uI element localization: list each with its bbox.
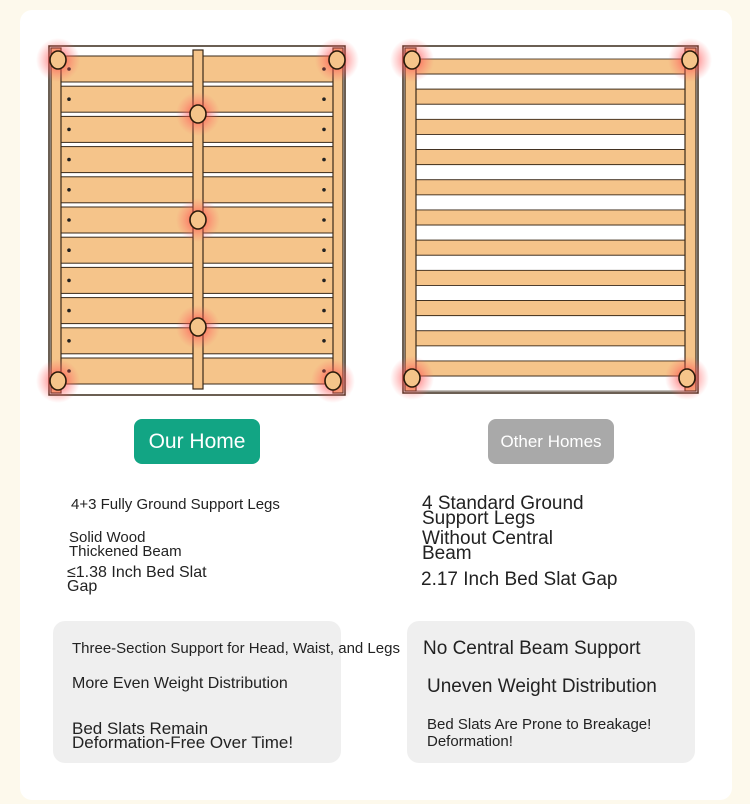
slat	[203, 56, 333, 82]
screw-dot	[322, 309, 326, 313]
slat	[416, 361, 685, 376]
slat	[416, 286, 685, 301]
slat	[61, 298, 193, 324]
slat	[416, 119, 685, 134]
feature-no-central: Without Central	[422, 528, 553, 549]
feature-no-central-cont: Beam	[422, 543, 472, 564]
support-leg	[329, 51, 345, 69]
support-leg	[190, 105, 206, 123]
drawback-uneven-weight: Uneven Weight Distribution	[427, 676, 657, 697]
slat	[416, 135, 685, 150]
screw-dot	[67, 188, 71, 192]
feature-thickened-beam: Thickened Beam	[69, 543, 182, 560]
feature-slat-gap-other: 2.17 Inch Bed Slat Gap	[421, 569, 618, 590]
slat	[203, 86, 333, 112]
slat	[416, 331, 685, 346]
slat	[416, 195, 685, 210]
slat	[203, 267, 333, 293]
support-leg	[404, 51, 420, 69]
feature-slat-gap: ≤1.38 Inch Bed Slat	[67, 564, 207, 581]
screw-dot	[67, 248, 71, 252]
slat	[416, 240, 685, 255]
screw-dot	[67, 279, 71, 283]
support-leg	[325, 372, 341, 390]
screw-dot	[322, 188, 326, 192]
slat	[203, 237, 333, 263]
feature-standard-legs: 4 Standard Ground	[422, 493, 584, 514]
support-leg	[404, 369, 420, 387]
slat	[416, 376, 685, 391]
slat	[416, 346, 685, 361]
support-leg	[679, 369, 695, 387]
slat	[203, 147, 333, 173]
benefit-deformation-free: Deformation-Free Over Time!	[72, 733, 294, 752]
slat	[203, 116, 333, 142]
slat	[416, 74, 685, 89]
slat	[61, 358, 193, 384]
feature-support-legs: 4+3 Fully Ground Support Legs	[71, 496, 280, 513]
screw-dot	[322, 128, 326, 132]
slat	[61, 207, 193, 233]
slat	[416, 89, 685, 104]
slat	[416, 104, 685, 119]
slat	[416, 59, 685, 74]
support-leg	[682, 51, 698, 69]
slat	[203, 328, 333, 354]
drawback-slat-breakage: Bed Slats Are Prone to Breakage!	[427, 716, 652, 733]
slat	[203, 207, 333, 233]
slat	[61, 267, 193, 293]
screw-dot	[67, 128, 71, 132]
benefit-three-section: Three-Section Support for Head, Waist, and Legs	[72, 640, 400, 657]
feature-slat-gap-cont: Gap	[67, 578, 98, 595]
slat	[203, 177, 333, 203]
feature-solid-wood: Solid Wood	[69, 529, 146, 546]
benefit-even-weight: More Even Weight Distribution	[72, 675, 288, 692]
other-homes-button[interactable]: Other Homes	[488, 419, 614, 464]
slat	[416, 316, 685, 331]
screw-dot	[322, 279, 326, 283]
benefit-slats-remain: Bed Slats Remain	[72, 719, 209, 738]
our-home-button[interactable]: Our Home	[134, 419, 260, 464]
support-leg	[190, 211, 206, 229]
screw-dot	[322, 218, 326, 222]
slat	[61, 177, 193, 203]
slat	[416, 255, 685, 270]
slat	[61, 116, 193, 142]
screw-dot	[322, 339, 326, 343]
slat	[416, 180, 685, 195]
support-leg	[190, 318, 206, 336]
screw-dot	[322, 97, 326, 101]
slat	[416, 301, 685, 316]
support-leg	[50, 51, 66, 69]
drawback-no-central-beam: No Central Beam Support	[423, 638, 641, 659]
slat	[61, 237, 193, 263]
slat	[203, 298, 333, 324]
slat	[61, 56, 193, 82]
support-leg	[50, 372, 66, 390]
slat	[416, 150, 685, 165]
slat	[61, 147, 193, 173]
screw-dot	[67, 339, 71, 343]
slat	[416, 210, 685, 225]
slat	[416, 165, 685, 180]
screw-dot	[322, 248, 326, 252]
slat	[61, 86, 193, 112]
screw-dot	[67, 158, 71, 162]
screw-dot	[67, 97, 71, 101]
slat	[416, 225, 685, 240]
screw-dot	[67, 309, 71, 313]
feature-standard-legs-cont: Support Legs	[422, 508, 536, 529]
screw-dot	[67, 218, 71, 222]
slat	[61, 328, 193, 354]
slat	[416, 270, 685, 285]
drawback-deformation: Deformation!	[427, 733, 513, 750]
screw-dot	[322, 158, 326, 162]
